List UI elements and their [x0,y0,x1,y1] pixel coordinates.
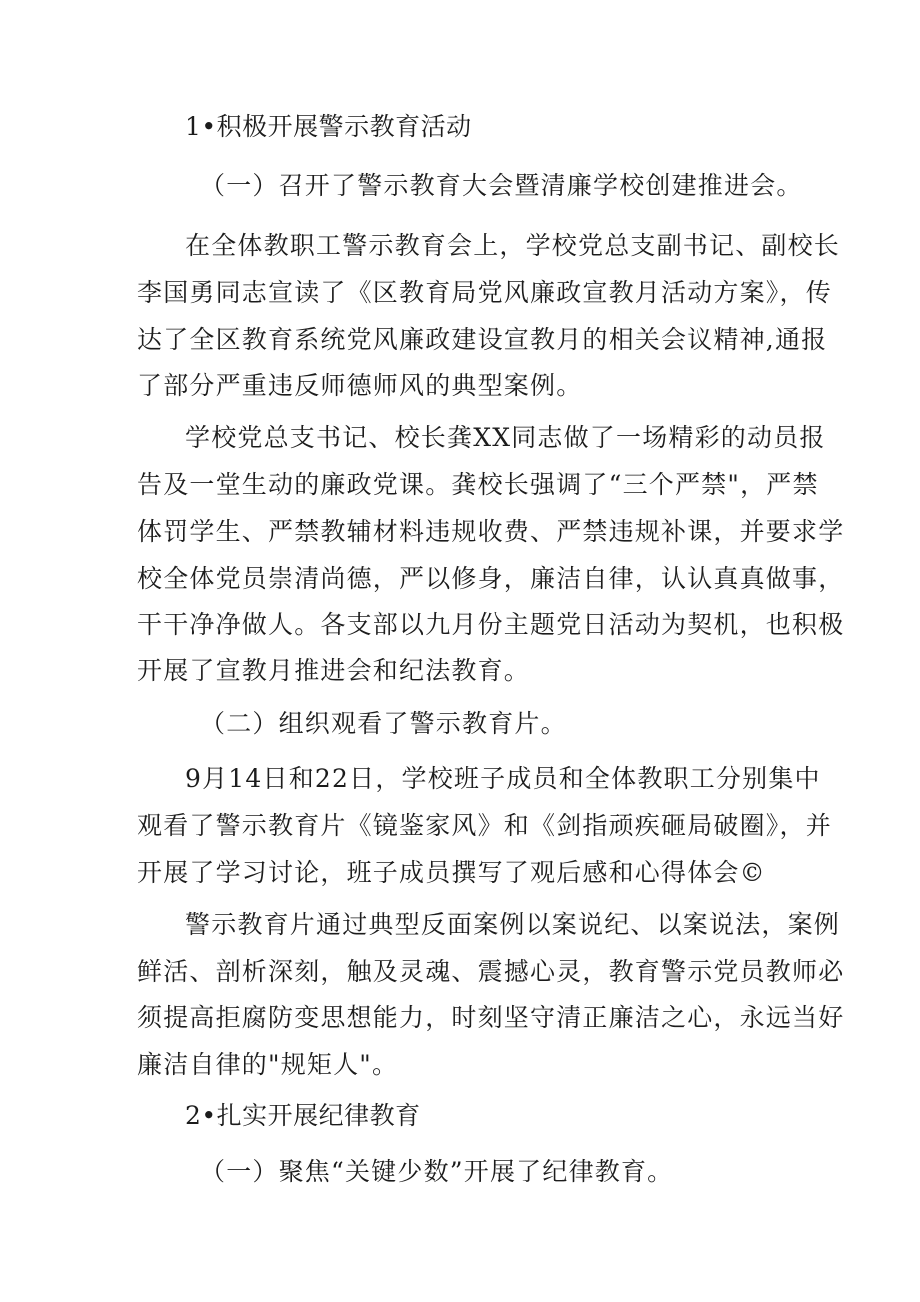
paragraph-line: 廉洁自律的"规矩人"。 [137,1050,399,1079]
paragraph-line: 学校党总支书记、校长龚XX同志做了一场精彩的动员报 [185,423,826,452]
paragraph-line: 干干净净做人。各支部以九月份主题党日活动为契机，也积极 [137,610,845,639]
paragraph-line: 体罚学生、严禁教辅材料违规收费、严禁违规补课，并要求学 [137,517,845,546]
subsection-heading: （一）召开了警示教育大会暨清廉学校创建推进会。 [200,171,803,200]
paragraph-line: 9月14日和22日，学校班子成员和全体教职工分别集中 [185,764,821,793]
section-heading-1: 1•积极开展警示教育活动 [185,112,472,141]
paragraph-line: 达了全区教育系统党风廉政建设宣教月的相关会议精神,通报 [137,325,828,354]
paragraph-line: 告及一堂生动的廉政党课。龚校长强调了“三个严禁"，严禁 [137,470,819,499]
paragraph-line: 校全体党员崇清尚德，严以修身，廉洁自律，认认真真做事， [137,564,845,593]
paragraph-line: 鲜活、剖析深刻，触及灵魂、震撼心灵，教育警示党员教师必 [137,957,845,986]
paragraph-line: 开展了学习讨论，班子成员撰写了观后感和心得体会© [137,858,766,887]
paragraph-line: 须提高拒腐防变思想能力，时刻坚守清正廉洁之心，永远当好 [137,1003,845,1032]
subsection-heading: （一）聚焦“关键少数”开展了纪律教育。 [200,1157,674,1186]
paragraph-line: 观看了警示教育片《镜鉴家风》和《剑指顽疾砸局破圈》，并 [137,811,832,840]
paragraph-line: 了部分严重违反师德师风的典型案例。 [137,371,583,400]
paragraph-line: 在全体教职工警示教育会上，学校党总支副书记、副校长 [185,231,841,260]
paragraph-line: 警示教育片通过典型反面案例以案说纪、以案说法，案例 [185,910,841,939]
paragraph-line: 李国勇同志宣读了《区教育局党风廉政宣教月活动方案》，传 [137,278,832,307]
paragraph-line: 开展了宣教月推进会和纪法教育。 [137,656,531,685]
section-heading-2: 2•扎实开展纪律教育 [185,1101,421,1130]
subsection-heading: （二）组织观看了警示教育片。 [200,709,567,738]
